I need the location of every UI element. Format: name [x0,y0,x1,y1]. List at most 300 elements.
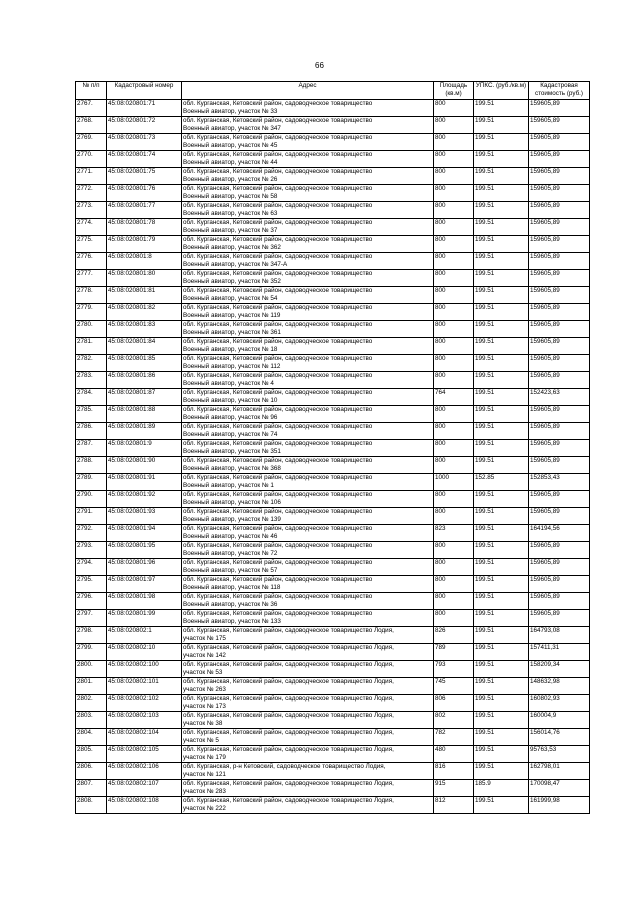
table-row [76,117,590,134]
address-cell: обл. Курганская, Кетовский район, садоводческое товарищество Военный авиатор, участок № 96 [182,406,434,423]
cadastral-cost-cell: 159605,89 [529,253,590,270]
header-cadastral-number: Кадастровый номер [107,82,182,100]
cadastral-cost-cell: 161999,98 [529,797,590,814]
table-row [76,746,590,763]
address-cell: обл. Курганская, Кетовский район, садоводческое товарищество Военный авиатор, участок № 54 [182,287,434,304]
address-cell: обл. Курганская, Кетовский район, садоводческое товарищество Военный авиатор, участок № 33 [182,100,434,117]
upks-cell: 199.51 [474,695,529,712]
cadastral-cost-cell: 95763,53 [529,746,590,763]
cadastral-cost-cell: 156014,76 [529,729,590,746]
table-row [76,627,590,644]
cadastral-number-cell: 45:08:020801:73 [107,134,182,151]
cadastral-number-cell: 45:08:020801:96 [107,559,182,576]
row-number-cell: 2796. [76,593,107,610]
cadastral-cost-cell: 158209,34 [529,661,590,678]
cadastral-number-cell: 45:08:020801:87 [107,389,182,406]
address-cell: обл. Курганская, Кетовский район, садоводческое товарищество Лодия, участок № 179 [182,746,434,763]
upks-cell: 199.51 [474,542,529,559]
cadastral-number-cell: 45:08:020802:104 [107,729,182,746]
cadastral-cost-cell: 160004,9 [529,712,590,729]
row-number-cell: 2801. [76,678,107,695]
row-number-cell: 2784. [76,389,107,406]
cadastral-cost-cell: 164793,08 [529,627,590,644]
area-cell: 800 [434,287,474,304]
cadastral-cost-cell: 159605,89 [529,134,590,151]
area-cell: 802 [434,712,474,729]
address-cell: обл. Курганская, Кетовский район, садоводческое товарищество Лодия, участок № 53 [182,661,434,678]
cadastral-number-cell: 45:08:020801:78 [107,219,182,236]
address-cell: обл. Курганская, Кетовский район, садоводческое товарищество Военный авиатор, участок № 10 [182,389,434,406]
area-cell: 826 [434,627,474,644]
row-number-cell: 2792. [76,525,107,542]
cadastral-number-cell: 45:08:020802:10 [107,644,182,661]
upks-cell: 199.51 [474,202,529,219]
area-cell: 816 [434,763,474,780]
cadastral-number-cell: 45:08:020801:93 [107,508,182,525]
area-cell: 800 [434,372,474,389]
table-row [76,695,590,712]
upks-cell: 199.51 [474,576,529,593]
cadastral-number-cell: 45:08:020801:77 [107,202,182,219]
row-number-cell: 2795. [76,576,107,593]
cadastral-cost-cell: 159605,89 [529,202,590,219]
address-cell: обл. Курганская, Кетовский район, садоводческое товарищество Военный авиатор, участок № 1 [182,474,434,491]
table-row [76,100,590,117]
row-number-cell: 2800. [76,661,107,678]
table-row [76,780,590,797]
row-number-cell: 2798. [76,627,107,644]
area-cell: 915 [434,780,474,797]
row-number-cell: 2804. [76,729,107,746]
area-cell: 823 [434,525,474,542]
table-row [76,287,590,304]
upks-cell: 199.51 [474,559,529,576]
area-cell: 764 [434,389,474,406]
area-cell: 800 [434,168,474,185]
upks-cell: 199.51 [474,627,529,644]
cadastral-number-cell: 45:08:020801:75 [107,168,182,185]
row-number-cell: 2797. [76,610,107,627]
cadastral-number-cell: 45:08:020801:89 [107,423,182,440]
cadastral-cost-cell: 159605,89 [529,508,590,525]
cadastral-cost-cell: 160802,93 [529,695,590,712]
cadastral-number-cell: 45:08:020801:91 [107,474,182,491]
address-cell: обл. Курганская, Кетовский район, садоводческое товарищество Лодия, участок № 222 [182,797,434,814]
table-row [76,168,590,185]
table-row [76,508,590,525]
cadastral-cost-cell: 159605,89 [529,321,590,338]
table-row [76,253,590,270]
upks-cell: 199.51 [474,134,529,151]
cadastral-number-cell: 45:08:020801:98 [107,593,182,610]
table-row [76,440,590,457]
area-cell: 800 [434,542,474,559]
address-cell: обл. Курганская, Кетовский район, садоводческое товарищество Военный авиатор, участок № 119 [182,304,434,321]
cadastral-number-cell: 45:08:020802:103 [107,712,182,729]
row-number-cell: 2780. [76,321,107,338]
row-number-cell: 2779. [76,304,107,321]
cadastral-number-cell: 45:08:020801:94 [107,525,182,542]
table-body [76,100,590,814]
cadastral-number-cell: 45:08:020801:9 [107,440,182,457]
table-row [76,491,590,508]
upks-cell: 199.51 [474,355,529,372]
address-cell: обл. Курганская, Кетовский район, садоводческое товарищество Военный авиатор, участок № 352 [182,270,434,287]
upks-cell: 199.51 [474,236,529,253]
row-number-cell: 2793. [76,542,107,559]
address-cell: обл. Курганская, Кетовский район, садоводческое товарищество Военный авиатор, участок № 106 [182,491,434,508]
row-number-cell: 2778. [76,287,107,304]
cadastral-number-cell: 45:08:020802:102 [107,695,182,712]
area-cell: 800 [434,253,474,270]
row-number-cell: 2774. [76,219,107,236]
cadastral-number-cell: 45:08:020801:72 [107,117,182,134]
table-row [76,457,590,474]
area-cell: 800 [434,576,474,593]
address-cell: обл. Курганская, Кетовский район, садоводческое товарищество Военный авиатор, участок № 347-А [182,253,434,270]
address-cell: обл. Курганская, Кетовский район, садоводческое товарищество Военный авиатор, участок № 362 [182,236,434,253]
row-number-cell: 2767. [76,100,107,117]
upks-cell: 152.85 [474,474,529,491]
table-row [76,661,590,678]
area-cell: 789 [434,644,474,661]
table-row [76,321,590,338]
row-number-cell: 2771. [76,168,107,185]
cadastral-cost-cell: 159605,89 [529,304,590,321]
area-cell: 800 [434,304,474,321]
header-address: Адрес [182,82,434,100]
address-cell: обл. Курганская, Кетовский район, садоводческое товарищество Военный авиатор, участок № 361 [182,321,434,338]
upks-cell: 199.51 [474,440,529,457]
cadastral-cost-cell: 152423,63 [529,389,590,406]
area-cell: 800 [434,134,474,151]
table-row [76,712,590,729]
address-cell: обл. Курганская, Кетовский район, садоводческое товарищество Военный авиатор, участок № 63 [182,202,434,219]
table-row [76,763,590,780]
upks-cell: 199.51 [474,389,529,406]
table-row [76,304,590,321]
address-cell: обл. Курганская, Кетовский район, садоводческое товарищество Военный авиатор, участок № 347 [182,117,434,134]
row-number-cell: 2769. [76,134,107,151]
upks-cell: 199.51 [474,457,529,474]
cadastral-cost-cell: 159605,89 [529,440,590,457]
address-cell: обл. Курганская, Кетовский район, садоводческое товарищество Лодия, участок № 38 [182,712,434,729]
upks-cell: 199.51 [474,491,529,508]
area-cell: 745 [434,678,474,695]
cadastral-number-cell: 45:08:020801:88 [107,406,182,423]
cadastral-cost-cell: 159605,89 [529,338,590,355]
table-row [76,729,590,746]
upks-cell: 199.51 [474,117,529,134]
address-cell: обл. Курганская, Кетовский район, садоводческое товарищество Военный авиатор, участок № 37 [182,219,434,236]
upks-cell: 199.51 [474,423,529,440]
upks-cell: 199.51 [474,644,529,661]
cadastral-number-cell: 45:08:020801:83 [107,321,182,338]
row-number-cell: 2773. [76,202,107,219]
cadastral-number-cell: 45:08:020801:97 [107,576,182,593]
upks-cell: 199.51 [474,100,529,117]
row-number-cell: 2768. [76,117,107,134]
address-cell: обл. Курганская, Кетовский район, садоводческое товарищество Военный авиатор, участок № 36 [182,593,434,610]
table-row [76,559,590,576]
cadastral-cost-cell: 164194,56 [529,525,590,542]
cadastral-number-cell: 45:08:020801:84 [107,338,182,355]
row-number-cell: 2788. [76,457,107,474]
address-cell: обл. Курганская, Кетовский район, садоводческое товарищество Лодия, участок № 142 [182,644,434,661]
table-row [76,372,590,389]
row-number-cell: 2777. [76,270,107,287]
upks-cell: 199.51 [474,508,529,525]
address-cell: обл. Курганская, Кетовский район, садоводческое товарищество Военный авиатор, участок № 46 [182,525,434,542]
row-number-cell: 2808. [76,797,107,814]
upks-cell: 199.51 [474,151,529,168]
area-cell: 800 [434,270,474,287]
table-row [76,134,590,151]
address-cell: обл. Курганская, Кетовский район, садоводческое товарищество Военный авиатор, участок № 118 [182,576,434,593]
address-cell: обл. Курганская, Кетовский район, садоводческое товарищество Военный авиатор, участок № 139 [182,508,434,525]
cadastral-number-cell: 45:08:020801:80 [107,270,182,287]
cadastral-number-cell: 45:08:020802:105 [107,746,182,763]
row-number-cell: 2805. [76,746,107,763]
upks-cell: 199.51 [474,610,529,627]
table-row [76,525,590,542]
header-num: № п/п [76,82,107,100]
cadastral-number-cell: 45:08:020801:95 [107,542,182,559]
area-cell: 800 [434,440,474,457]
table-row [76,219,590,236]
row-number-cell: 2770. [76,151,107,168]
address-cell: обл. Курганская, р-н Кетовский, садоводческое товарищество Лодия, участок № 121 [182,763,434,780]
area-cell: 800 [434,593,474,610]
cadastral-number-cell: 45:08:020801:79 [107,236,182,253]
address-cell: обл. Курганская, Кетовский район, садоводческое товарищество Военный авиатор, участок № 74 [182,423,434,440]
cadastral-cost-cell: 159605,89 [529,406,590,423]
upks-cell: 199.51 [474,287,529,304]
cadastral-number-cell: 45:08:020801:71 [107,100,182,117]
table-header-row [76,82,590,100]
address-cell: обл. Курганская, Кетовский район, садоводческое товарищество Военный авиатор, участок № 18 [182,338,434,355]
upks-cell: 199.51 [474,525,529,542]
header-upks: УПКС. (руб./кв.м) [474,82,529,100]
upks-cell: 199.51 [474,270,529,287]
area-cell: 793 [434,661,474,678]
upks-cell: 199.51 [474,321,529,338]
cadastral-cost-cell: 157411,31 [529,644,590,661]
cadastral-number-cell: 45:08:020801:85 [107,355,182,372]
area-cell: 480 [434,746,474,763]
area-cell: 800 [434,406,474,423]
cadastral-cost-cell: 159605,89 [529,491,590,508]
header-area: Площадь (кв.м) [434,82,474,100]
cadastral-number-cell: 45:08:020801:99 [107,610,182,627]
upks-cell: 199.51 [474,304,529,321]
row-number-cell: 2783. [76,372,107,389]
table-row [76,423,590,440]
table-row [76,185,590,202]
address-cell: обл. Курганская, Кетовский район, садоводческое товарищество Военный авиатор, участок № 26 [182,168,434,185]
upks-cell: 199.51 [474,729,529,746]
cadastral-number-cell: 45:08:020801:8 [107,253,182,270]
address-cell: обл. Курганская, Кетовский район, садоводческое товарищество Военный авиатор, участок № 58 [182,185,434,202]
area-cell: 800 [434,185,474,202]
cadastral-number-cell: 45:08:020801:92 [107,491,182,508]
area-cell: 1000 [434,474,474,491]
address-cell: обл. Курганская, Кетовский район, садоводческое товарищество Военный авиатор, участок № 133 [182,610,434,627]
address-cell: обл. Курганская, Кетовский район, садоводческое товарищество Военный авиатор, участок № 57 [182,559,434,576]
address-cell: обл. Курганская, Кетовский район, садоводческое товарищество Лодия, участок № 173 [182,695,434,712]
area-cell: 812 [434,797,474,814]
cadastral-cost-cell: 159605,89 [529,117,590,134]
row-number-cell: 2789. [76,474,107,491]
address-cell: обл. Курганская, Кетовский район, садоводческое товарищество Лодия, участок № 175 [182,627,434,644]
area-cell: 800 [434,423,474,440]
area-cell: 800 [434,151,474,168]
address-cell: обл. Курганская, Кетовский район, садоводческое товарищество Лодия, участок № 5 [182,729,434,746]
table-row [76,236,590,253]
area-cell: 800 [434,457,474,474]
row-number-cell: 2786. [76,423,107,440]
upks-cell: 199.51 [474,661,529,678]
table-row [76,610,590,627]
table-row [76,593,590,610]
area-cell: 800 [434,338,474,355]
area-cell: 800 [434,219,474,236]
upks-cell: 199.51 [474,372,529,389]
upks-cell: 199.51 [474,185,529,202]
area-cell: 800 [434,100,474,117]
address-cell: обл. Курганская, Кетовский район, садоводческое товарищество Военный авиатор, участок № 72 [182,542,434,559]
cadastral-cost-cell: 159605,89 [529,151,590,168]
cadastral-number-cell: 45:08:020802:101 [107,678,182,695]
row-number-cell: 2787. [76,440,107,457]
cadastral-cost-cell: 148632,98 [529,678,590,695]
cadastral-registry-table [75,81,590,814]
area-cell: 806 [434,695,474,712]
cadastral-cost-cell: 159605,89 [529,559,590,576]
table-row [76,338,590,355]
area-cell: 800 [434,355,474,372]
area-cell: 800 [434,321,474,338]
row-number-cell: 2806. [76,763,107,780]
address-cell: обл. Курганская, Кетовский район, садоводческое товарищество Лодия, участок № 283 [182,780,434,797]
row-number-cell: 2790. [76,491,107,508]
area-cell: 800 [434,491,474,508]
cadastral-cost-cell: 159605,89 [529,100,590,117]
cadastral-cost-cell: 159605,89 [529,372,590,389]
upks-cell: 199.51 [474,678,529,695]
address-cell: обл. Курганская, Кетовский район, садоводческое товарищество Лодия, участок № 263 [182,678,434,695]
cadastral-number-cell: 45:08:020801:82 [107,304,182,321]
page-number: 66 [315,61,324,70]
cadastral-number-cell: 45:08:020802:107 [107,780,182,797]
cadastral-cost-cell: 159605,89 [529,423,590,440]
area-cell: 800 [434,559,474,576]
cadastral-cost-cell: 159605,89 [529,270,590,287]
table-row [76,202,590,219]
cadastral-number-cell: 45:08:020801:86 [107,372,182,389]
row-number-cell: 2776. [76,253,107,270]
address-cell: обл. Курганская, Кетовский район, садоводческое товарищество Военный авиатор, участок № 368 [182,457,434,474]
cadastral-number-cell: 45:08:020802:106 [107,763,182,780]
upks-cell: 199.51 [474,712,529,729]
address-cell: обл. Курганская, Кетовский район, садоводческое товарищество Военный авиатор, участок № 45 [182,134,434,151]
table-row [76,576,590,593]
cadastral-cost-cell: 159605,89 [529,457,590,474]
row-number-cell: 2794. [76,559,107,576]
cadastral-cost-cell: 159605,89 [529,185,590,202]
upks-cell: 185.9 [474,780,529,797]
upks-cell: 199.51 [474,746,529,763]
table-row [76,542,590,559]
table-row [76,151,590,168]
upks-cell: 199.51 [474,168,529,185]
upks-cell: 199.51 [474,338,529,355]
cadastral-cost-cell: 159605,89 [529,355,590,372]
table-row [76,474,590,491]
cadastral-number-cell: 45:08:020802:108 [107,797,182,814]
upks-cell: 199.51 [474,593,529,610]
cadastral-cost-cell: 170098,47 [529,780,590,797]
cadastral-cost-cell: 162798,01 [529,763,590,780]
row-number-cell: 2803. [76,712,107,729]
table-row [76,797,590,814]
cadastral-number-cell: 45:08:020801:90 [107,457,182,474]
row-number-cell: 2802. [76,695,107,712]
address-cell: обл. Курганская, Кетовский район, садоводческое товарищество Военный авиатор, участок № 4 [182,372,434,389]
header-cadastral-cost: Кадастровая стоимость (руб.) [529,82,590,100]
area-cell: 800 [434,508,474,525]
row-number-cell: 2807. [76,780,107,797]
cadastral-cost-cell: 159605,89 [529,168,590,185]
address-cell: обл. Курганская, Кетовский район, садоводческое товарищество Военный авиатор, участок № 44 [182,151,434,168]
cadastral-cost-cell: 159605,89 [529,219,590,236]
cadastral-number-cell: 45:08:020801:81 [107,287,182,304]
address-cell: обл. Курганская, Кетовский район, садоводческое товарищество Военный авиатор, участок № 351 [182,440,434,457]
table-row [76,678,590,695]
cadastral-cost-cell: 152853,43 [529,474,590,491]
area-cell: 782 [434,729,474,746]
cadastral-cost-cell: 159605,89 [529,542,590,559]
table-row [76,270,590,287]
row-number-cell: 2781. [76,338,107,355]
table-row [76,355,590,372]
row-number-cell: 2791. [76,508,107,525]
upks-cell: 199.51 [474,253,529,270]
upks-cell: 199.51 [474,406,529,423]
upks-cell: 199.51 [474,219,529,236]
table-row [76,406,590,423]
cadastral-cost-cell: 159605,89 [529,236,590,253]
area-cell: 800 [434,610,474,627]
table-row [76,644,590,661]
cadastral-number-cell: 45:08:020802:100 [107,661,182,678]
area-cell: 800 [434,236,474,253]
row-number-cell: 2785. [76,406,107,423]
row-number-cell: 2775. [76,236,107,253]
cadastral-number-cell: 45:08:020801:76 [107,185,182,202]
cadastral-cost-cell: 159605,89 [529,287,590,304]
address-cell: обл. Курганская, Кетовский район, садоводческое товарищество Военный авиатор, участок № 112 [182,355,434,372]
upks-cell: 199.51 [474,763,529,780]
cadastral-number-cell: 45:08:020802:1 [107,627,182,644]
upks-cell: 199.51 [474,797,529,814]
cadastral-cost-cell: 159605,89 [529,593,590,610]
cadastral-cost-cell: 159605,89 [529,576,590,593]
row-number-cell: 2782. [76,355,107,372]
cadastral-number-cell: 45:08:020801:74 [107,151,182,168]
table-row [76,389,590,406]
row-number-cell: 2799. [76,644,107,661]
